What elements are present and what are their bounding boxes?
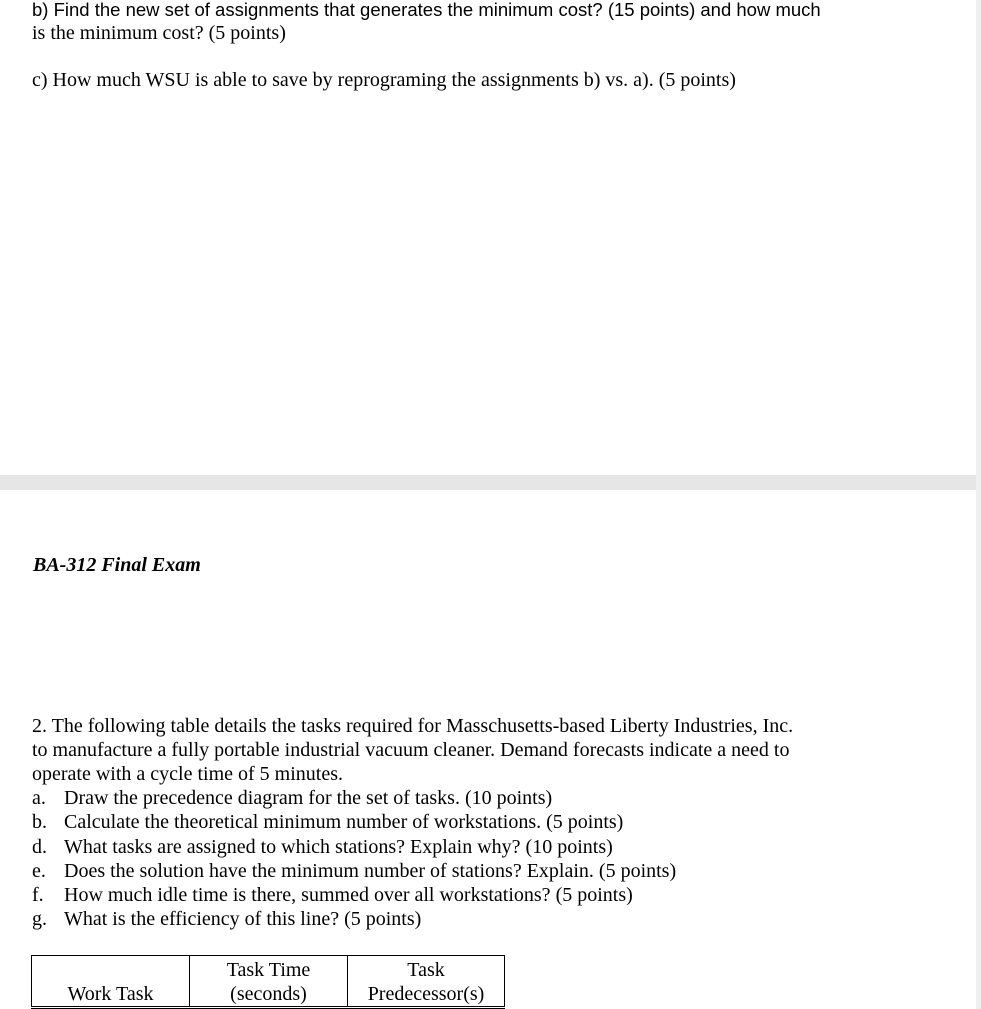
scroll-edge (976, 0, 981, 1009)
item-text: What is the efficiency of this line? (5 points) (64, 908, 422, 930)
item-text: Calculate the theoretical minimum number of workstations. (5 points) (64, 811, 624, 833)
item-letter: e. (32, 860, 46, 882)
question-item (32, 810, 623, 834)
header-work-task (32, 956, 190, 1008)
item-letter: a. (32, 787, 46, 809)
question-item (32, 907, 421, 931)
header-line-2: (seconds) (230, 983, 307, 1005)
part-b-line-1: b) Find the new set of assignments that generates the minimum cost? (15 points) and how much (32, 0, 821, 20)
question-item (32, 835, 613, 859)
part-b-line-2: is the minimum cost? (5 points) (32, 22, 286, 44)
question2-line-3: operate with a cycle time of 5 minutes. (32, 763, 344, 785)
item-letter: b. (32, 811, 47, 833)
header-task-predecessors (348, 956, 505, 1008)
header-line-1: Task Time (226, 959, 311, 981)
item-letter: f. (32, 884, 44, 906)
part-c-text: c) How much WSU is able to save by reprograming the assignments b) vs. a). (5 points) (32, 69, 736, 91)
item-letter: g. (32, 908, 47, 930)
item-text: Does the solution have the minimum number of stations? Explain. (5 points) (64, 860, 677, 882)
item-text: How much idle time is there, summed over all workstations? (5 points) (64, 884, 633, 906)
question2-line-1: 2. The following table details the tasks required for Masschusetts-based Liberty Industries, Inc. (32, 715, 794, 737)
table-header-row (32, 956, 505, 1008)
header-line-2: Work Task (67, 983, 154, 1005)
question-item (32, 883, 633, 907)
header-line-1: Task (407, 959, 445, 981)
header-task-time (190, 956, 348, 1008)
question-item (32, 786, 552, 810)
item-text: Draw the precedence diagram for the set of tasks. (10 points) (64, 787, 553, 809)
page-separator (0, 475, 981, 490)
item-text: What tasks are assigned to which stations? Explain why? (10 points) (64, 836, 613, 858)
item-letter: d. (32, 836, 47, 858)
header-line-2: Predecessor(s) (367, 983, 485, 1005)
question2-line-2: to manufacture a fully portable industrial vacuum cleaner. Demand forecasts indicate a need to (32, 739, 790, 761)
task-table (31, 955, 505, 1009)
question-item (32, 859, 676, 883)
exam-title: BA-312 Final Exam (33, 554, 201, 576)
